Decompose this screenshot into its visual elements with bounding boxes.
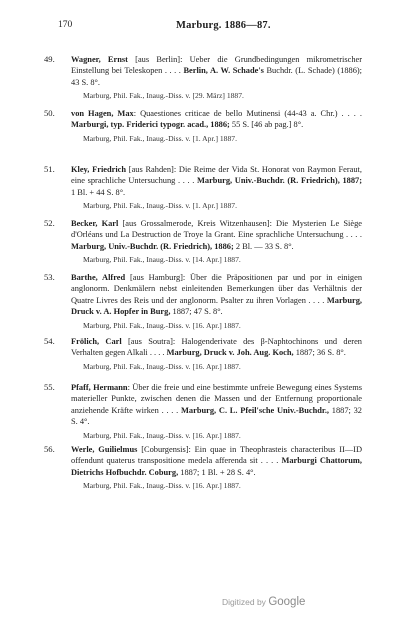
entry-citation [71,218,362,252]
entry-citation [71,382,362,428]
entry-citation [71,164,362,198]
entry-number: 49. [44,54,55,64]
entry-extent: 1887; 1 Bl. + 28 S. 4°. [178,467,256,477]
running-title: Marburg. 1886—87. [176,20,271,31]
entry-dissertation-note: Marburg, Phil. Fak., Inaug.-Diss. v. [16. Apr.] 1887. [83,320,241,330]
bibliography-entry [44,54,363,101]
entry-dissertation-note: Marburg, Phil. Fak., Inaug.-Diss. v. [16. Apr.] 1887. [83,361,241,371]
entry-title: [Coburgensis]: Ein quae in Theophrasteis characteribus II—ID offendunt quaterus transpositione medela afferenda sit . . . . [71,445,363,466]
entry-number: 53. [44,272,55,282]
entry-author: Pfaff, Hermann [71,383,128,392]
entry-title: [aus Berlin]: Ueber die Grundbedingungen mikrometrischer Einstellung bei Teleskopen . . . . [71,55,363,76]
entry-author: Werle, Guilielmus [71,445,138,454]
digitization-watermark: Digitized by Google [222,596,306,608]
entry-publisher: Marburg, C. L. Pfeil'sche Univ.-Buchdr., [181,405,330,415]
entry-publisher: Marburgi, typ. Friderici typogr. acad., 1886; [71,120,230,130]
entry-dissertation-note: Marburg, Phil. Fak., Inaug.-Diss. v. [29. März] 1887. [83,91,244,101]
bibliography-entry [44,336,362,372]
entry-publisher: Marburg, Univ.-Buchdr. (R. Friedrich), 1886; [71,241,234,251]
entry-extent: 1 Bl. + 44 S. 8°. [71,187,126,197]
entry-citation [71,272,362,318]
bibliography-entry [44,272,363,331]
entry-title: [aus Grossalmerode, Kreis Witzenhausen]: Die Mysterien Le Siège d'Orléans und La Destruction de Troye la Grant. Eine sprachliche Untersuchung . . . . [71,219,362,240]
bibliography-entry [44,444,363,491]
google-logo: Google [268,596,306,608]
entry-extent: 55 S. [46 ab pag.] 8°. [229,120,304,130]
entry-dissertation-note: Marburg, Phil. Fak., Inaug.-Diss. v. [14. Apr.] 1887. [83,255,241,265]
entry-number: 50. [44,108,55,118]
entry-number: 51. [44,164,55,174]
entry-dissertation-note: Marburg, Phil. Fak., Inaug.-Diss. v. [1. Apr.] 1887. [83,133,237,143]
entry-author: Becker, Karl [71,219,119,228]
entry-extent: Buchdr. (L. Schade) (1886); 43 S. 8°. [71,66,362,87]
bibliography-entry [44,218,362,265]
entry-title: [aus Soutra]: Halogenderivate des β-Naphtochinons und deren Verhalten gegen Alkali . . . . [71,337,362,358]
bibliography-entry [44,164,362,211]
entry-publisher: Marburg, Druck v. A. Hopfer in Burg, [71,295,362,317]
entry-publisher: Marburgi Chattorum, Dietrichs Hofbuchdr. Coburg, [71,456,362,477]
entry-extent: 2 Bl. — 33 S. 8°. [233,241,294,251]
entry-publisher: Marburg, Univ.-Buchdr. (R. Friedrich), 1887; [197,176,362,186]
entry-dissertation-note: Marburg, Phil. Fak., Inaug.-Diss. v. [16. Apr.] 1887. [83,481,241,491]
bibliography-entry [44,108,362,144]
entry-author: Kley, Friedrich [71,165,127,174]
entry-dissertation-note: Marburg, Phil. Fak., Inaug.-Diss. v. [16. Apr.] 1887. [83,430,241,440]
entry-publisher: Berlin, A. W. Schade's [183,66,264,76]
entry-extent: 1887; 47 S. 8°. [170,307,223,317]
entry-author: Frölich, Carl [71,337,122,346]
entry-extent: 1887; 36 S. 8°. [293,348,346,358]
entry-author: Wagner, Ernst [71,55,128,64]
entry-citation [71,336,362,359]
entry-dissertation-note: Marburg, Phil. Fak., Inaug.-Diss. v. [1. Apr.] 1887. [83,201,237,211]
entry-citation [71,108,362,131]
entry-title: [aus Hamburg]: Über die Präpositionen par und por in einigen anglonorm. Denkmälern nebst einleitenden Bemerkungen über das Verhältnis der Quatre Livres des Reis und der anglonorm. Psalter zu ihren Vorlagen . . . . [71,273,363,305]
page-number: 170 [58,20,73,30]
entry-publisher: Marburg, Druck v. Joh. Aug. Koch, [166,348,294,358]
entry-citation [71,444,362,478]
entry-number: 54. [44,336,55,346]
entry-author: Barthe, Alfred [71,273,126,282]
page-header [58,20,354,34]
entry-author: von Hagen, Max [71,109,134,118]
entry-title: [aus Rahden]: Die Reime der Vida St. Honorat von Raymon Feraut, eine sprachliche Untersuchung . . . . [71,165,362,186]
entry-number: 56. [44,444,55,454]
entry-extent: 1887; 32 S. 4°. [71,405,362,427]
bibliography-entry [44,382,362,441]
entry-title: : Über die freie und eine bestimmte unfreie Bewegung eines Systems materieller Punkte, zwischen denen die Massen und der Entfernung proportionale anziehende Kräfte wirken . . . . [71,383,362,415]
entry-citation [71,54,362,88]
entry-number: 52. [44,218,55,228]
entry-number: 55. [44,382,55,392]
entry-title: : Quaestiones criticae de bello Mutinensi (44-43 a. Chr.) . . . . [133,109,362,118]
